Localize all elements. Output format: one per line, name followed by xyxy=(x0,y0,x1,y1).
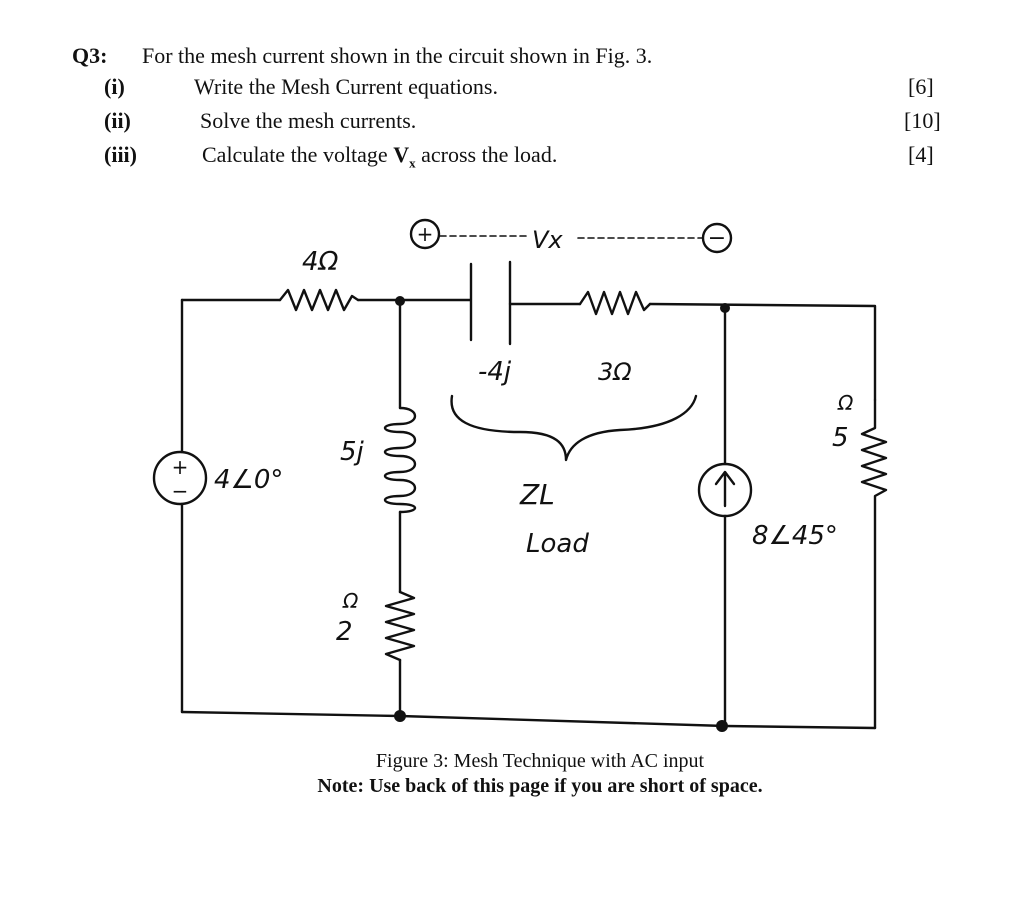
question-number: Q3: xyxy=(72,43,108,68)
label-r-right: 5 xyxy=(832,423,849,453)
label-load-name: ZL xyxy=(520,478,555,511)
vx-minus-sign: − xyxy=(707,226,727,251)
node-bottom-right xyxy=(716,720,728,732)
label-r-right-unit: Ω xyxy=(838,391,854,415)
part-marks: [4] xyxy=(908,142,934,167)
label-r-load: 3Ω xyxy=(598,358,632,386)
voltage-source-plus: + xyxy=(171,455,189,479)
label-inductor: 5j xyxy=(340,437,364,467)
node-top-mid xyxy=(395,296,405,306)
label-capacitor: -4j xyxy=(478,357,512,387)
label-vx: Vx xyxy=(532,226,563,254)
label-voltage-source: 4∠0° xyxy=(214,465,284,495)
part-marks: [6] xyxy=(908,74,934,99)
resistor-5ohm xyxy=(862,400,886,728)
resistor-3ohm xyxy=(580,292,650,314)
resistor-2ohm xyxy=(386,592,414,660)
part-text: Solve the mesh currents. xyxy=(200,108,417,133)
question-stem: For the mesh current shown in the circuit shown in Fig. 3. xyxy=(142,43,653,68)
resistor-4ohm xyxy=(280,290,358,310)
voltage-source-minus: − xyxy=(171,479,189,503)
label-current-source: 8∠45° xyxy=(752,521,838,551)
wire-bottom xyxy=(182,712,875,728)
part-label: (i) xyxy=(104,74,125,99)
current-arrow-icon xyxy=(716,472,734,506)
part-text-before: Calculate the voltage xyxy=(202,142,394,167)
note-text: Note: Use back of this page if you are short of space. xyxy=(317,775,763,797)
part-text: Write the Mesh Current equations. xyxy=(194,74,498,99)
label-load-word: Load xyxy=(526,529,589,559)
label-r-bottom: 2 xyxy=(336,617,353,647)
label-r-top: 4Ω xyxy=(302,247,339,277)
wire-top-right xyxy=(650,304,875,400)
part-marks: [10] xyxy=(904,108,941,133)
node-bottom-mid xyxy=(394,710,406,722)
inductor-5j xyxy=(385,408,415,512)
load-brace xyxy=(452,396,696,460)
node-top-right xyxy=(720,303,730,313)
part-label: (iii) xyxy=(104,142,137,167)
vx-plus-sign: + xyxy=(416,222,434,246)
label-r-bottom-unit: Ω xyxy=(343,589,359,613)
figure-caption: Figure 3: Mesh Technique with AC input xyxy=(375,750,705,772)
part-text-after: across the load. xyxy=(415,142,558,167)
vx-symbol: $V_x$ xyxy=(393,142,416,171)
part-label: (ii) xyxy=(104,108,131,133)
